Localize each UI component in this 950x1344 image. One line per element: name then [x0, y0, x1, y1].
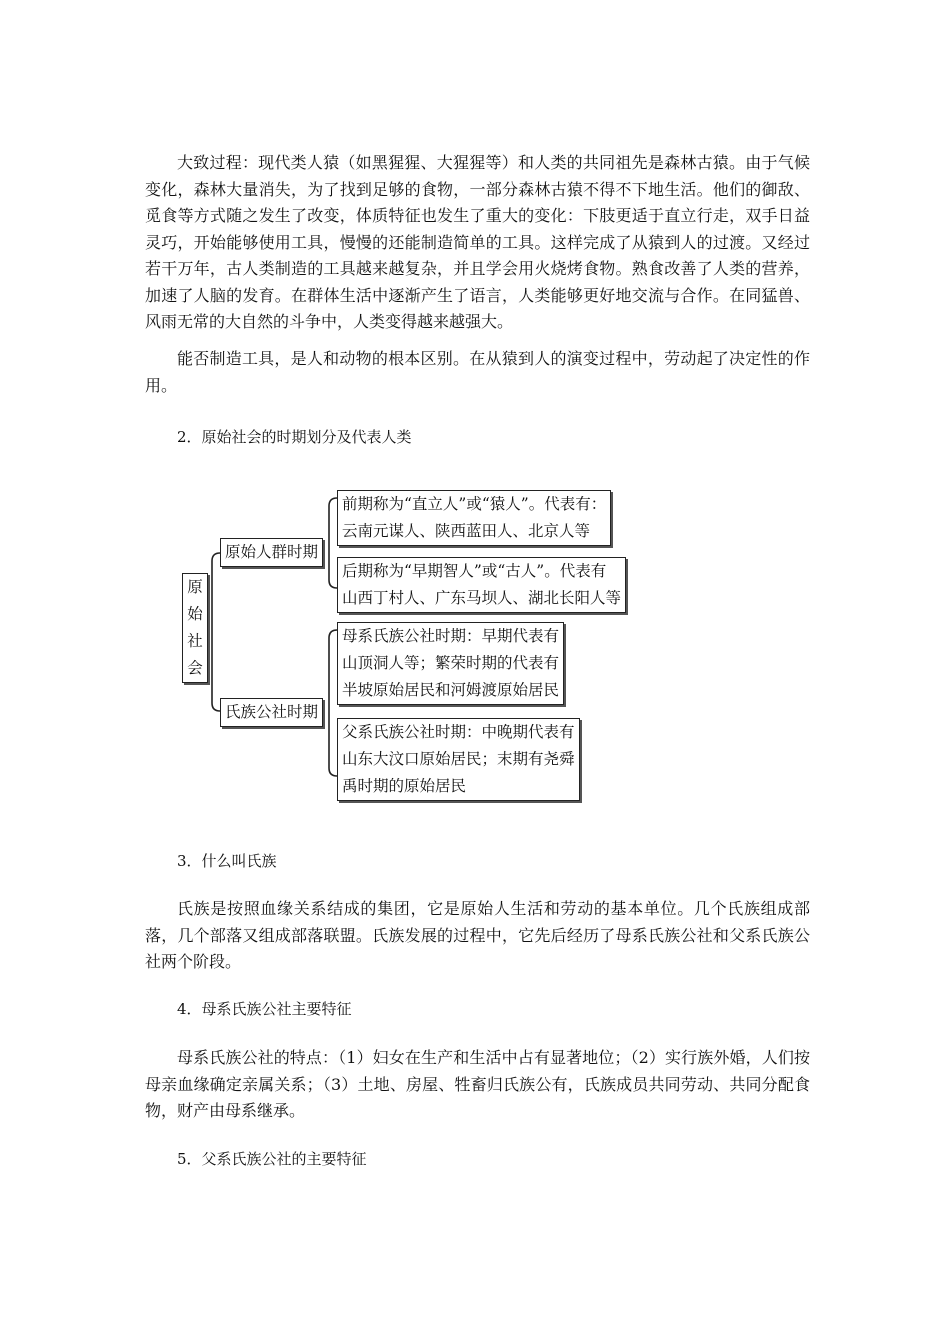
root-char: 原 — [187, 578, 203, 596]
leaf-line: 山东大汶口原始居民；末期有尧舜 — [342, 750, 575, 768]
heading-periods: 2．原始社会的时期划分及代表人类 — [177, 428, 412, 446]
leaf-line: 父系氏族公社时期：中晚期代表有 — [342, 723, 575, 741]
primitive-society-diagram — [170, 478, 670, 818]
leaf-box-matrilineal — [337, 622, 564, 705]
leaf-box-early-period — [337, 490, 611, 546]
branch2-bracket — [329, 630, 337, 776]
branch1-bracket — [329, 498, 337, 588]
leaf-line: 前期称为“直立人”或“猿人”。代表有： — [342, 495, 607, 513]
heading-what-is-clan: 3．什么叫氏族 — [177, 852, 277, 870]
leaf-box-late-period — [337, 557, 626, 613]
heading-patrilineal-features: 5．父系氏族公社的主要特征 — [177, 1150, 367, 1168]
paragraph-matrilineal-features: 母系氏族公社的特点：（1）妇女在生产和生活中占有显著地位；（2）实行族外婚，人们按母亲血缘确定亲属关系；（3）土地、房屋、牲畜归氏族公有，氏族成员共同劳动、共同分配食物，财产由母系继承。 — [145, 1048, 810, 1120]
paragraph-evolution-process: 大致过程：现代类人猿（如黑猩猩、大猩猩等）和人类的共同祖先是森林古猿。由于气候变化，森林大量消失，为了找到足够的食物，一部分森林古猿不得不下地生活。他们的御敌、觅食等方式随之发生了改变，体质特征也发生了重大的变化：下肢更适于直立行走，双手日益灵巧，开始能够使用工具，慢慢的还能制造简单的工具。这样完成了从猿到人的过渡。又经过若干万年，古人类制造的工具越来越复杂，并且学会用火烧烤食物。熟食改善了人类的营养，加速了人脑的发育。在群体生活中逐渐产生了语言，人类能够更好地交流与合作。在同猛兽、风雨无常的大自然的斗争中，人类变得越来越强大。 — [145, 153, 810, 331]
branch-box-primitive-group: 原始人群时期 — [220, 538, 323, 567]
leaf-line: 禹时期的原始居民 — [342, 777, 467, 795]
root-char: 社 — [187, 632, 203, 650]
paragraph-tool-making: 能否制造工具，是人和动物的根本区别。在从猿到人的演变过程中，劳动起了决定性的作用。 — [145, 349, 810, 395]
branch-box-clan-commune: 氏族公社时期 — [220, 698, 323, 727]
leaf-line: 母系氏族公社时期：早期代表有 — [342, 627, 560, 645]
root-bracket — [212, 553, 220, 711]
leaf-line: 山西丁村人、广东马坝人、湖北长阳人等 — [342, 589, 622, 607]
leaf-line: 半坡原始居民和河姆渡原始居民 — [342, 681, 560, 699]
leaf-line: 云南元谋人、陕西蓝田人、北京人等 — [342, 522, 591, 540]
root-char: 会 — [187, 659, 203, 677]
leaf-box-patrilineal — [337, 718, 580, 801]
root-box-primitive-society — [182, 573, 208, 683]
leaf-line: 后期称为“早期智人”或“古人”。代表有 — [342, 562, 607, 580]
leaf-line: 山顶洞人等；繁荣时期的代表有 — [342, 654, 560, 672]
heading-matrilineal-features: 4．母系氏族公社主要特征 — [177, 1000, 352, 1018]
root-char: 始 — [187, 605, 203, 623]
paragraph-clan-definition: 氏族是按照血缘关系结成的集团，它是原始人生活和劳动的基本单位。几个氏族组成部落，几个部落又组成部落联盟。氏族发展的过程中，它先后经历了母系氏族公社和父系氏族公社两个阶段。 — [145, 899, 810, 971]
